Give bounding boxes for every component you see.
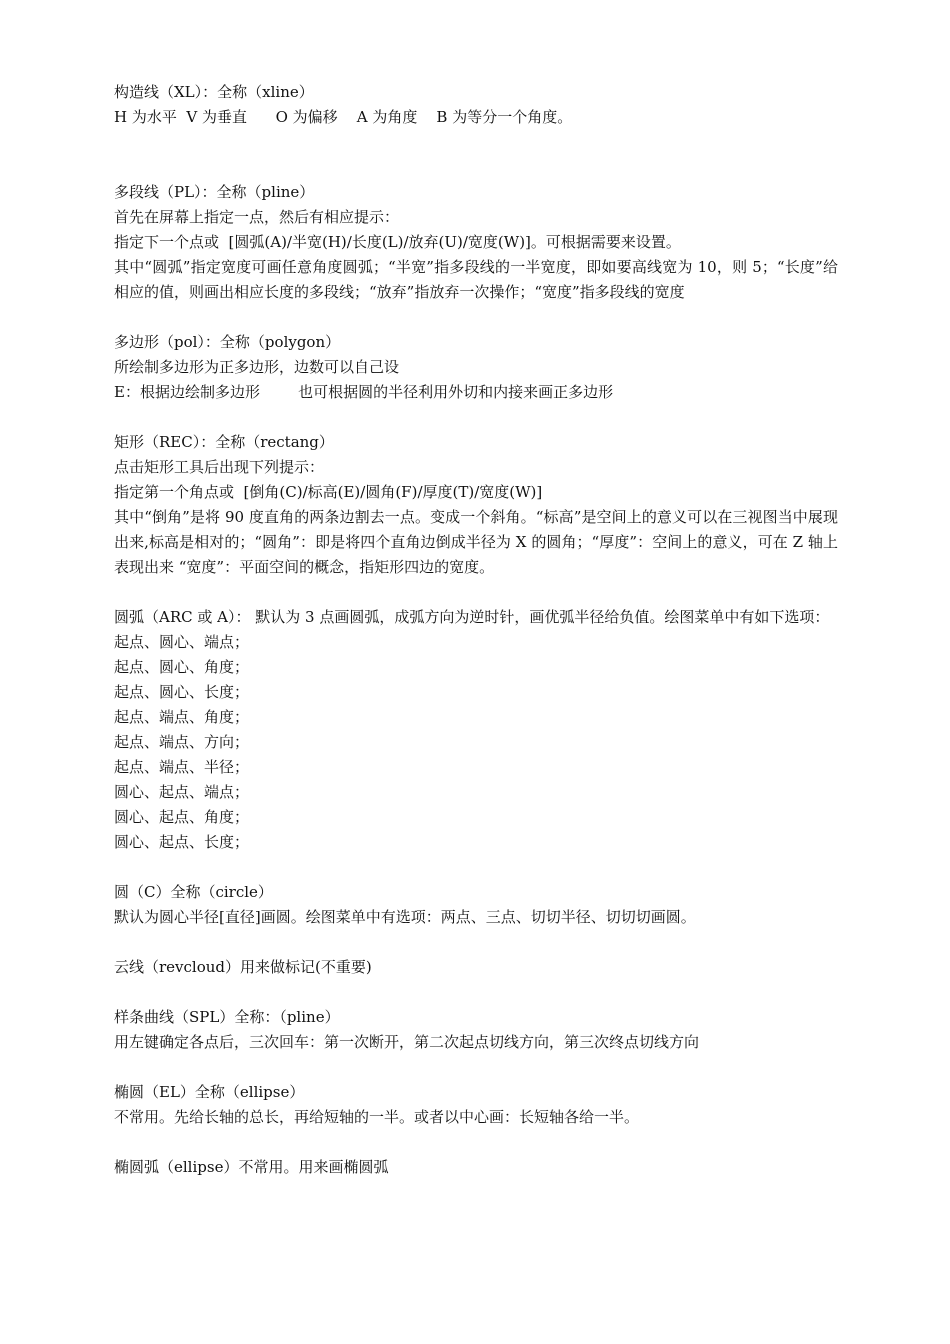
arc-option: 起点、端点、角度； [114, 708, 250, 726]
polygon-line-1: 所绘制多边形为正多边形，边数可以自己设 [114, 358, 400, 376]
revcloud-title: 云线（revcloud）用来做标记(不重要) [114, 958, 372, 976]
arc-option: 圆心、起点、长度； [114, 833, 250, 851]
arc-option: 起点、圆心、长度； [114, 683, 250, 701]
xline-description: H 为水平 V 为垂直 O 为偏移 A 为角度 B 为等分一个角度。 [114, 108, 573, 126]
circle-description: 默认为圆心半径[直径]画圆。绘图菜单中有选项：两点、三点、切切半径、切切切画圆。 [114, 908, 696, 926]
rectang-title: 矩形（REC）：全称（rectang） [114, 433, 334, 451]
rectang-explanation: 其中“倒角”是将 90 度直角的两条边割去一点。变成一个斜角。“标高”是空间上的意义可以在三视图当中展现出来,标高是相对的；“圆角”：即是将四个直角边倒成半径为 X 的圆角；“厚度”：空间上的意义，可在 Z 轴上表现出来 “宽度”：平面空间的概念，指矩形四边的宽度。 [114, 508, 838, 576]
pline-prompt: 指定下一个点或 [圆弧(A)/半宽(H)/长度(L)/放弃(U)/宽度(W)]。可根据需要来设置。 [114, 233, 681, 251]
arc-option: 起点、端点、方向； [114, 733, 250, 751]
rectang-prompt: 指定第一个角点或 [倒角(C)/标高(E)/圆角(F)/厚度(T)/宽度(W)] [114, 483, 543, 501]
arc-option: 起点、圆心、角度； [114, 658, 250, 676]
pline-title: 多段线（PL）：全称（pline） [114, 183, 315, 201]
spacer [114, 1055, 838, 1080]
ellipse-description: 不常用。先给长轴的总长，再给短轴的一半。或者以中心画：长短轴各给一半。 [114, 1108, 640, 1126]
arc-option: 圆心、起点、端点； [114, 783, 250, 801]
xline-title: 构造线（XL）：全称（xline） [114, 83, 314, 101]
spacer [114, 305, 838, 330]
spline-title: 样条曲线（SPL）全称：（pline） [114, 1008, 340, 1026]
ellipse-title: 椭圆（EL）全称（ellipse） [114, 1083, 305, 1101]
spacer [114, 980, 838, 1005]
arc-description: 圆弧（ARC 或 A）： 默认为 3 点画圆弧，成弧方向为逆时针，画优弧半径给负值。绘图菜单中有如下选项： [114, 608, 830, 626]
circle-title: 圆（C）全称（circle） [114, 883, 273, 901]
spacer [114, 405, 838, 430]
arc-option: 圆心、起点、角度； [114, 808, 250, 826]
spacer [114, 855, 838, 880]
polygon-line-2: E：根据边绘制多边形 也可根据圆的半径利用外切和内接来画正多边形 [114, 383, 614, 401]
ellipse-arc-title: 椭圆弧（ellipse）不常用。用来画椭圆弧 [114, 1158, 389, 1176]
arc-option: 起点、端点、半径； [114, 758, 250, 776]
polygon-title: 多边形（pol）：全称（polygon） [114, 333, 341, 351]
spline-description: 用左键确定各点后，三次回车：第一次断开，第二次起点切线方向，第三次终点切线方向 [114, 1033, 700, 1051]
spacer [114, 130, 838, 180]
document-page [114, 80, 838, 1180]
pline-step-1: 首先在屏幕上指定一点，然后有相应提示： [114, 208, 400, 226]
rectang-line-1: 点击矩形工具后出现下列提示： [114, 458, 325, 476]
spacer [114, 930, 838, 955]
spacer [114, 1130, 838, 1155]
spacer [114, 580, 838, 605]
pline-explanation: 其中“圆弧”指定宽度可画任意角度圆弧；“半宽”指多段线的一半宽度，即如要高线宽为 10，则 5；“长度”给相应的值，则画出相应长度的多段线；“放弃”指放弃一次操作；“宽度”指多段线的宽度 [114, 258, 838, 301]
arc-option: 起点、圆心、端点； [114, 633, 250, 651]
